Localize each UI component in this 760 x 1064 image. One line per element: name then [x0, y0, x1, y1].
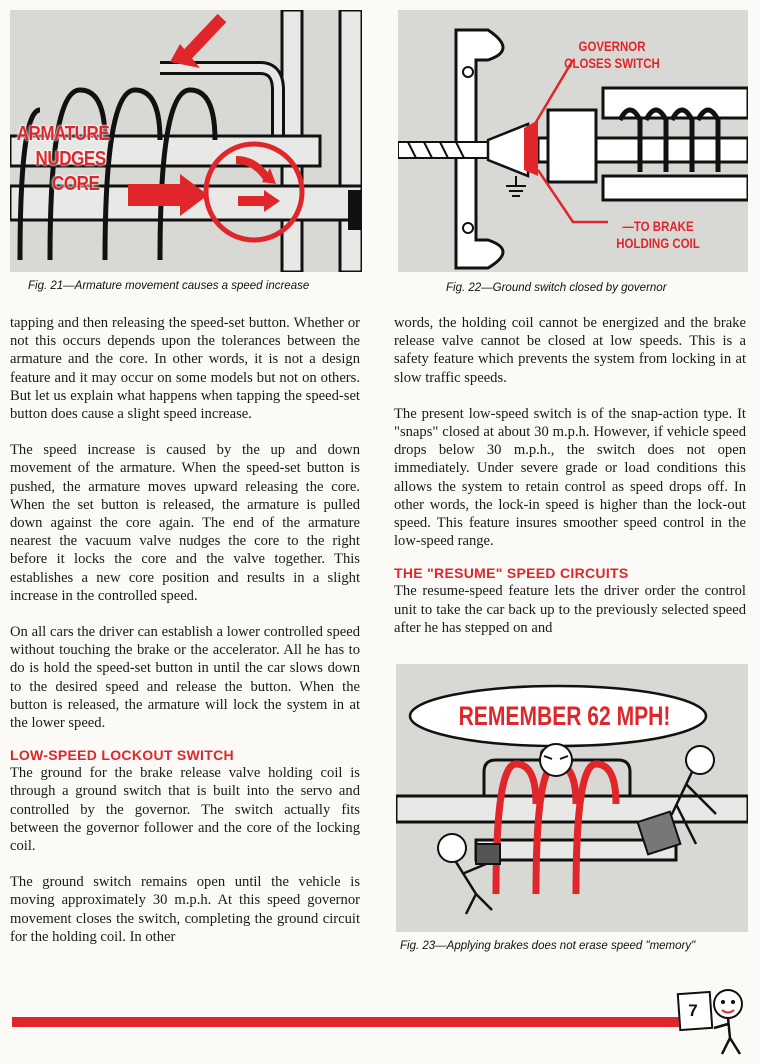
figure-22-caption: Fig. 22—Ground switch closed by governor	[446, 282, 667, 294]
left-paragraph-4: The ground for the brake release valve holding coil is through a ground switch that is built into the servo and controlled by the governor. The switch actually fits between the governor follower and the core of the locking coil.	[10, 765, 360, 855]
figure-21-label	[12, 122, 114, 197]
right-paragraph-3: The resume-speed feature lets the driver order the control unit to take the car back up to the previously selected speed after he has stepped on and	[394, 583, 746, 636]
figure-22-label-top-line-1: GOVERNOR	[578, 38, 646, 54]
figure-22-label-bottom-line-2: HOLDING COIL	[616, 235, 700, 251]
figure-21-caption: Fig. 21—Armature movement causes a speed increase	[28, 280, 310, 292]
right-column	[394, 314, 746, 637]
section-heading-low-speed-lockout: LOW-SPEED LOCKOUT SWITCH	[10, 747, 234, 764]
left-paragraph-3: On all cars the driver can establish a lower controlled speed without touching the brake or the accelerator. All he has to do is hold the speed-set button in until the car slows down to the desired speed and release the button. When the button is released, the armature will lock the system in at the lower speed.	[10, 624, 360, 732]
left-paragraph-2: The speed increase is caused by the up and down movement of the armature. When the speed-set button is pushed, the armature moves upward releasing the core. When the set button is released, the armature is pulled down against the core again. The end of the armature nearest the vacuum valve nudges the core to the right before it locks the core and the valve together. This establishes a new core position and results in a slight increase in the controlled speed.	[10, 442, 360, 604]
right-paragraph-2: The present low-speed switch is of the snap-action type. It "snaps" closed at about 30 m.p.h. However, if vehicle speed drops below 30 m.p.h., the switch does not open immediately. Under severe grade or load conditions this allows the system to retain control as speed drops off. In other words, the lock-in speed is higher than the lock-out speed. This feature insures smoother speed control in the low-speed range.	[394, 405, 746, 550]
figure-22-label-bottom-line-1: —TO BRAKE	[622, 218, 694, 234]
figure-22	[398, 10, 748, 272]
figure-21-label-line-3: CORE	[52, 173, 100, 195]
figure-22-label-top-line-2: CLOSES SWITCH	[564, 55, 660, 71]
figure-22-label-bottom	[601, 218, 716, 252]
figure-23-caption: Fig. 23—Applying brakes does not erase speed "memory"	[400, 940, 696, 952]
figure-23	[396, 664, 748, 932]
figure-21	[10, 10, 362, 272]
left-column	[10, 314, 360, 946]
left-paragraph-1: tapping and then releasing the speed-set button. Whether or not this occurs depends upon the tolerances between the armature and the core. In other words, it is not a design feature and it may occur on some models but not on others. But let us explain what happens when tapping the speed-set button does cause a slight speed increase.	[10, 315, 360, 423]
figure-23-bubble-text: REMEMBER 62 MPH!	[458, 701, 671, 731]
figure-22-label-top	[546, 38, 677, 72]
section-heading-resume-speed: THE "RESUME" SPEED CIRCUITS	[394, 565, 629, 582]
footer-red-rule	[12, 1017, 692, 1027]
page-number: 7	[688, 1001, 698, 1020]
left-paragraph-5: The ground switch remains open until the vehicle is moving approximately 30 m.p.h. At this speed governor movement closes the switch, completing the ground circuit for the holding coil. In other	[10, 874, 360, 945]
right-paragraph-1: words, the holding coil cannot be energized and the brake release valve cannot be closed at low speeds. This is a safety feature which prevents the system from locking in at slow traffic speeds.	[394, 315, 746, 386]
figure-21-label-line-1: ARMATURE	[16, 123, 110, 145]
figure-21-label-line-2: NUDGES	[35, 148, 106, 170]
